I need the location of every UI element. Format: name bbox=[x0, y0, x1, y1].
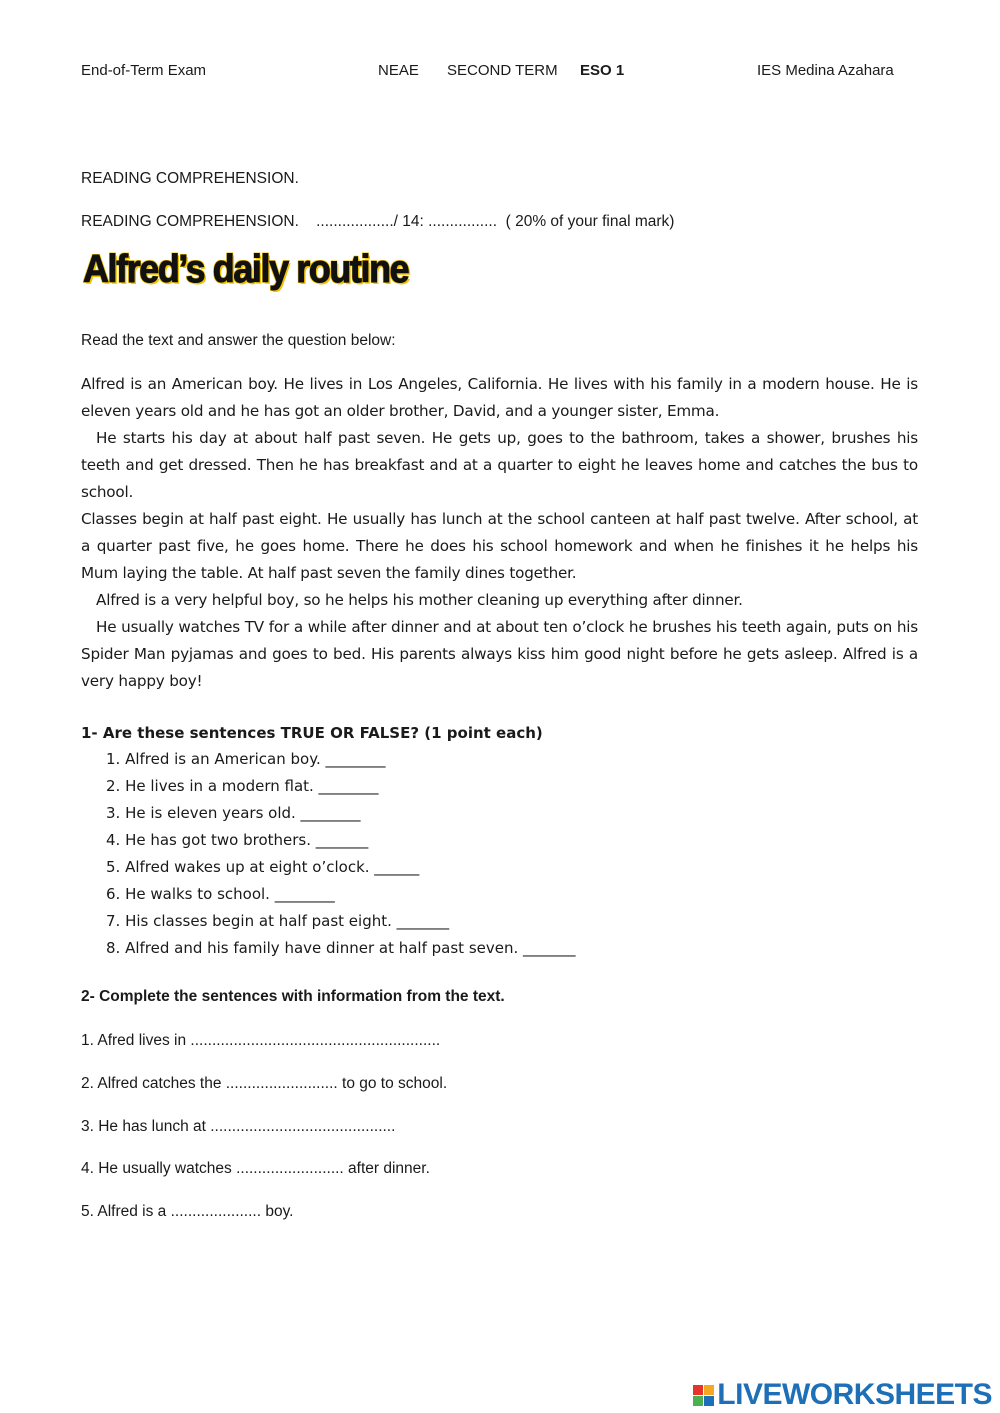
true-false-item[interactable]: 6. He walks to school. ________ bbox=[106, 885, 335, 903]
worksheet-title-wrap bbox=[83, 248, 436, 292]
brand-logo bbox=[693, 1378, 992, 1412]
completion-item[interactable]: 1. Afred lives in .......................................................... bbox=[81, 1032, 441, 1049]
exam-label: End-of-Term Exam bbox=[81, 62, 207, 79]
section-label: READING COMPREHENSION. bbox=[81, 170, 299, 187]
brand-name: LIVEWORKSHEETS bbox=[717, 1378, 992, 1411]
question-2-heading: 2- Complete the sentences with information from the text. bbox=[81, 988, 505, 1005]
passage-paragraph: He starts his day at about half past seven. He gets up, goes to the bathroom, takes a shower, brushes his teeth and get dressed. Then he has breakfast and at a quarter to eight he leaves home and catches the bus to school. bbox=[81, 429, 918, 501]
level-label: ESO 1 bbox=[580, 62, 625, 79]
instructions: Read the text and answer the question below: bbox=[81, 332, 396, 349]
completion-item[interactable]: 5. Alfred is a ..................... boy. bbox=[81, 1203, 294, 1220]
school-name: IES Medina Azahara bbox=[757, 62, 894, 79]
completion-item[interactable]: 2. Alfred catches the .......................... to go to school. bbox=[81, 1075, 448, 1092]
true-false-list bbox=[106, 746, 576, 962]
liveworksheets-logo-icon bbox=[693, 1385, 714, 1406]
worksheet-title: Alfred’s daily routine bbox=[83, 248, 409, 291]
true-false-item[interactable]: 7. His classes begin at half past eight. _______ bbox=[106, 912, 450, 930]
passage-paragraph: Alfred is an American boy. He lives in Los Angeles, California. He lives with his family in a modern house. He is eleven years old and he has got an older brother, David, and a younger sister, Emma. bbox=[81, 375, 918, 420]
true-false-item[interactable]: 8. Alfred and his family have dinner at half past seven. _______ bbox=[106, 939, 576, 957]
reading-passage bbox=[81, 371, 918, 695]
neae-label: NEAE bbox=[378, 62, 419, 79]
term-label: SECOND TERM bbox=[447, 62, 558, 79]
true-false-item[interactable]: 5. Alfred wakes up at eight o’clock. ______ bbox=[106, 858, 420, 876]
true-false-item[interactable]: 3. He is eleven years old. ________ bbox=[106, 804, 361, 822]
true-false-item[interactable]: 2. He lives in a modern flat. ________ bbox=[106, 777, 379, 795]
passage-paragraph: Classes begin at half past eight. He usually has lunch at the school canteen at half past twelve. After school, at a quarter past five, he goes home. There he does his school homework and when he finishes it he helps his Mum laying the table. At half past seven the family dines together. bbox=[81, 510, 918, 582]
completion-item[interactable]: 3. He has lunch at ........................................... bbox=[81, 1118, 396, 1135]
score-line: READING COMPREHENSION. ................../ 14: ................ ( 20% of your final mark) bbox=[81, 213, 675, 230]
passage-paragraph: He usually watches TV for a while after dinner and at about ten o’clock he brushes his teeth again, puts on his Spider Man pyjamas and goes to bed. His parents always kiss him good night before he gets asleep. Alfred is a very happy boy! bbox=[81, 618, 918, 690]
question-1-heading: 1- Are these sentences TRUE OR FALSE? (1 point each) bbox=[81, 724, 543, 742]
passage-paragraph: Alfred is a very helpful boy, so he helps his mother cleaning up everything after dinner. bbox=[96, 591, 743, 609]
true-false-item[interactable]: 1. Alfred is an American boy. ________ bbox=[106, 750, 386, 768]
true-false-item[interactable]: 4. He has got two brothers. _______ bbox=[106, 831, 369, 849]
completion-item[interactable]: 4. He usually watches ......................... after dinner. bbox=[81, 1160, 430, 1177]
